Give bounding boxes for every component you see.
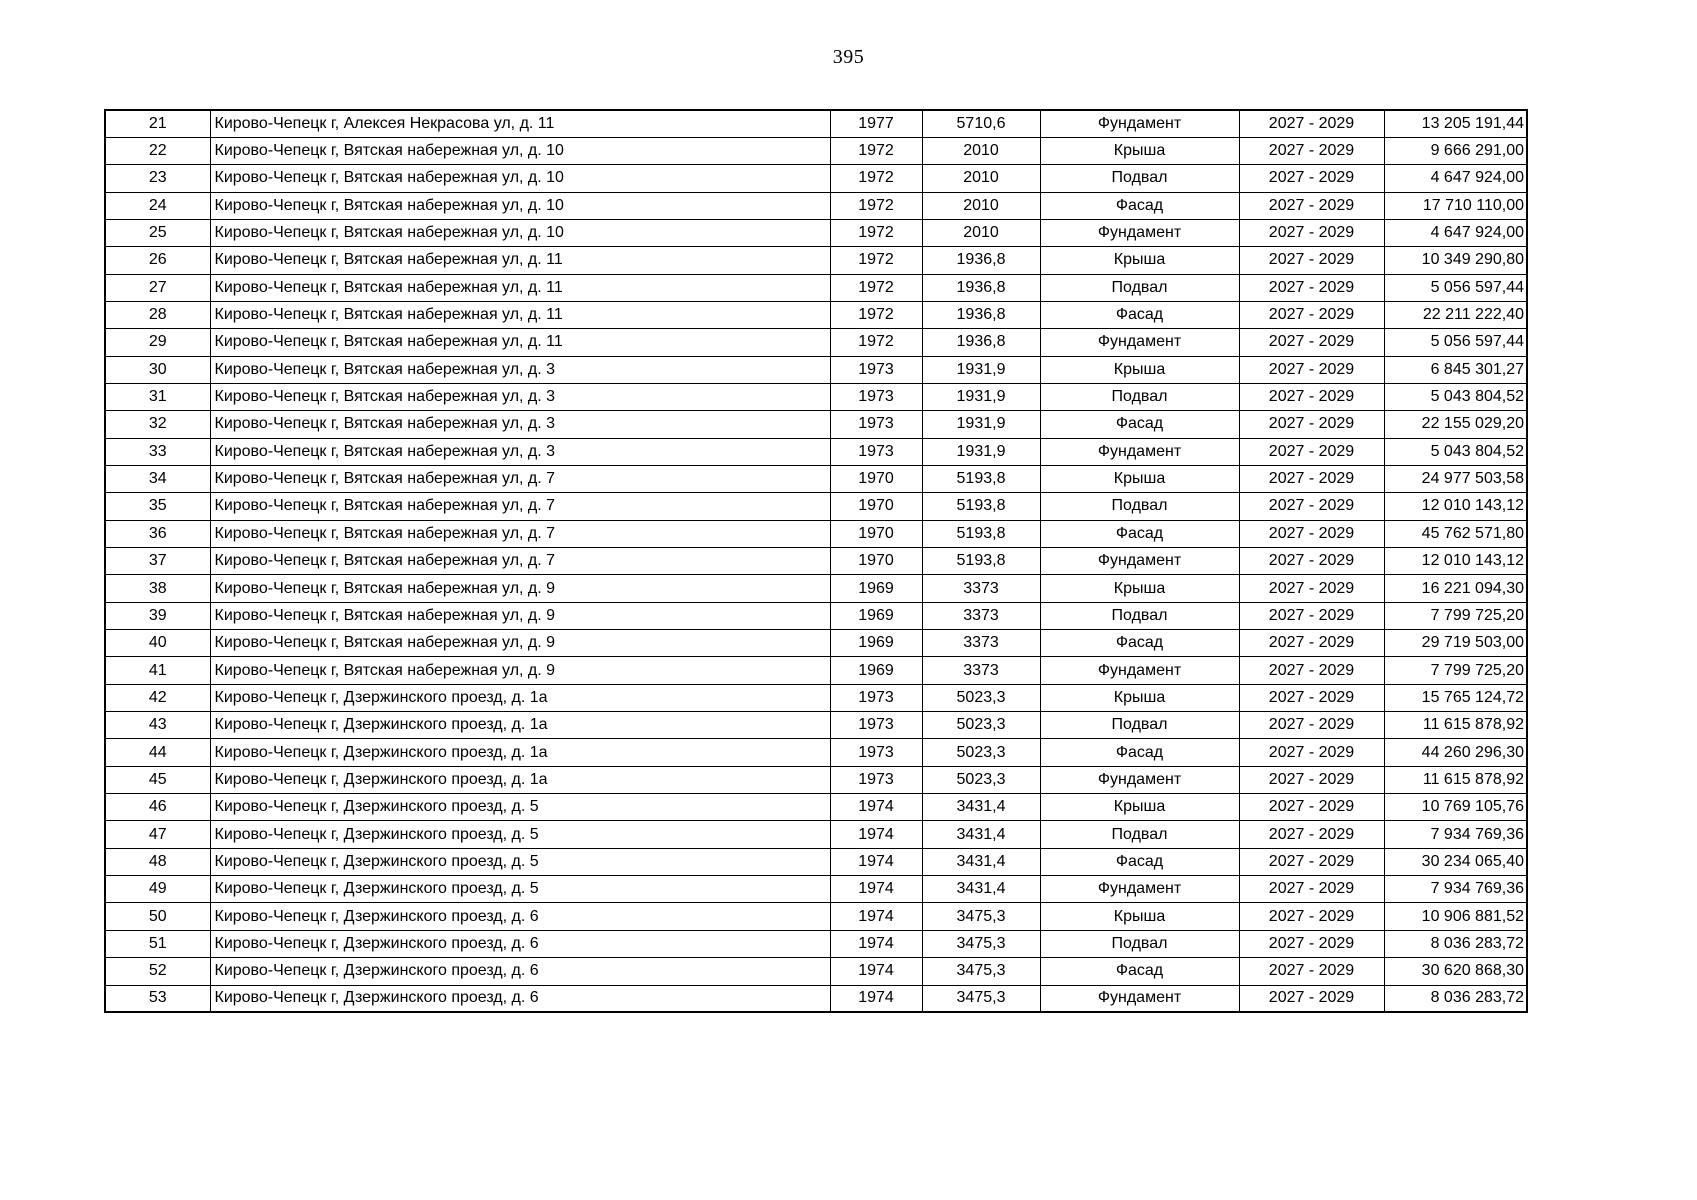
year-built-cell: 1972 (830, 274, 922, 301)
cost-cell: 13 205 191,44 (1384, 110, 1527, 137)
area-cell: 3475,3 (922, 930, 1040, 957)
works-table (104, 109, 1528, 1013)
address-cell: Кирово-Чепецк г, Дзержинского проезд, д. 5 (210, 821, 830, 848)
cost-cell: 8 036 283,72 (1384, 985, 1527, 1012)
table-row (105, 794, 1527, 821)
period-cell: 2027 - 2029 (1239, 985, 1384, 1012)
work-type-cell: Фундамент (1040, 219, 1239, 246)
row-number-cell: 28 (105, 301, 210, 328)
area-cell: 1931,9 (922, 411, 1040, 438)
row-number-cell: 22 (105, 137, 210, 164)
year-built-cell: 1973 (830, 383, 922, 410)
area-cell: 2010 (922, 192, 1040, 219)
work-type-cell: Крыша (1040, 684, 1239, 711)
cost-cell: 9 666 291,00 (1384, 137, 1527, 164)
year-built-cell: 1972 (830, 165, 922, 192)
period-cell: 2027 - 2029 (1239, 165, 1384, 192)
table-row (105, 411, 1527, 438)
row-number-cell: 35 (105, 493, 210, 520)
row-number-cell: 29 (105, 329, 210, 356)
year-built-cell: 1972 (830, 301, 922, 328)
area-cell: 3431,4 (922, 821, 1040, 848)
work-type-cell: Фундамент (1040, 876, 1239, 903)
year-built-cell: 1973 (830, 684, 922, 711)
area-cell: 1936,8 (922, 301, 1040, 328)
table-row (105, 110, 1527, 137)
period-cell: 2027 - 2029 (1239, 903, 1384, 930)
table-row (105, 219, 1527, 246)
area-cell: 5193,8 (922, 465, 1040, 492)
cost-cell: 4 647 924,00 (1384, 165, 1527, 192)
area-cell: 1936,8 (922, 329, 1040, 356)
period-cell: 2027 - 2029 (1239, 821, 1384, 848)
table-row (105, 684, 1527, 711)
cost-cell: 7 799 725,20 (1384, 602, 1527, 629)
table-row (105, 192, 1527, 219)
table-row (105, 520, 1527, 547)
work-type-cell: Подвал (1040, 712, 1239, 739)
table-row (105, 329, 1527, 356)
cost-cell: 11 615 878,92 (1384, 766, 1527, 793)
table-row (105, 903, 1527, 930)
work-type-cell: Фасад (1040, 958, 1239, 985)
area-cell: 5023,3 (922, 712, 1040, 739)
work-type-cell: Крыша (1040, 794, 1239, 821)
address-cell: Кирово-Чепецк г, Вятская набережная ул, д. 10 (210, 192, 830, 219)
year-built-cell: 1974 (830, 903, 922, 930)
year-built-cell: 1970 (830, 520, 922, 547)
area-cell: 3373 (922, 630, 1040, 657)
cost-cell: 12 010 143,12 (1384, 493, 1527, 520)
table-row (105, 930, 1527, 957)
address-cell: Кирово-Чепецк г, Вятская набережная ул, д. 11 (210, 301, 830, 328)
address-cell: Кирово-Чепецк г, Вятская набережная ул, д. 7 (210, 548, 830, 575)
area-cell: 5710,6 (922, 110, 1040, 137)
cost-cell: 22 211 222,40 (1384, 301, 1527, 328)
row-number-cell: 21 (105, 110, 210, 137)
work-type-cell: Фасад (1040, 192, 1239, 219)
table-row (105, 848, 1527, 875)
period-cell: 2027 - 2029 (1239, 438, 1384, 465)
work-type-cell: Подвал (1040, 821, 1239, 848)
row-number-cell: 25 (105, 219, 210, 246)
row-number-cell: 40 (105, 630, 210, 657)
cost-cell: 11 615 878,92 (1384, 712, 1527, 739)
period-cell: 2027 - 2029 (1239, 739, 1384, 766)
table-row (105, 493, 1527, 520)
cost-cell: 15 765 124,72 (1384, 684, 1527, 711)
address-cell: Кирово-Чепецк г, Вятская набережная ул, д. 9 (210, 575, 830, 602)
cost-cell: 7 934 769,36 (1384, 876, 1527, 903)
period-cell: 2027 - 2029 (1239, 192, 1384, 219)
work-type-cell: Фундамент (1040, 110, 1239, 137)
area-cell: 1931,9 (922, 356, 1040, 383)
year-built-cell: 1969 (830, 630, 922, 657)
area-cell: 3373 (922, 575, 1040, 602)
area-cell: 3475,3 (922, 985, 1040, 1012)
period-cell: 2027 - 2029 (1239, 411, 1384, 438)
row-number-cell: 27 (105, 274, 210, 301)
address-cell: Кирово-Чепецк г, Вятская набережная ул, д. 9 (210, 630, 830, 657)
work-type-cell: Фасад (1040, 301, 1239, 328)
table-row (105, 383, 1527, 410)
period-cell: 2027 - 2029 (1239, 520, 1384, 547)
period-cell: 2027 - 2029 (1239, 383, 1384, 410)
year-built-cell: 1973 (830, 766, 922, 793)
work-type-cell: Подвал (1040, 602, 1239, 629)
cost-cell: 22 155 029,20 (1384, 411, 1527, 438)
year-built-cell: 1974 (830, 794, 922, 821)
table-row (105, 165, 1527, 192)
address-cell: Кирово-Чепецк г, Вятская набережная ул, д. 9 (210, 602, 830, 629)
table-row (105, 438, 1527, 465)
address-cell: Кирово-Чепецк г, Вятская набережная ул, д. 7 (210, 520, 830, 547)
address-cell: Кирово-Чепецк г, Вятская набережная ул, д. 10 (210, 137, 830, 164)
area-cell: 5193,8 (922, 520, 1040, 547)
year-built-cell: 1969 (830, 657, 922, 684)
address-cell: Кирово-Чепецк г, Вятская набережная ул, д. 10 (210, 219, 830, 246)
year-built-cell: 1970 (830, 493, 922, 520)
row-number-cell: 42 (105, 684, 210, 711)
work-type-cell: Фасад (1040, 848, 1239, 875)
year-built-cell: 1973 (830, 739, 922, 766)
address-cell: Кирово-Чепецк г, Вятская набережная ул, д. 3 (210, 383, 830, 410)
table-row (105, 356, 1527, 383)
period-cell: 2027 - 2029 (1239, 219, 1384, 246)
cost-cell: 44 260 296,30 (1384, 739, 1527, 766)
row-number-cell: 51 (105, 930, 210, 957)
work-type-cell: Фасад (1040, 520, 1239, 547)
address-cell: Кирово-Чепецк г, Дзержинского проезд, д. 6 (210, 930, 830, 957)
work-type-cell: Подвал (1040, 493, 1239, 520)
address-cell: Кирово-Чепецк г, Вятская набережная ул, д. 7 (210, 493, 830, 520)
table-row (105, 301, 1527, 328)
table-row (105, 630, 1527, 657)
area-cell: 5023,3 (922, 766, 1040, 793)
row-number-cell: 31 (105, 383, 210, 410)
work-type-cell: Крыша (1040, 903, 1239, 930)
table-row (105, 821, 1527, 848)
row-number-cell: 33 (105, 438, 210, 465)
cost-cell: 5 056 597,44 (1384, 329, 1527, 356)
year-built-cell: 1973 (830, 712, 922, 739)
row-number-cell: 38 (105, 575, 210, 602)
row-number-cell: 34 (105, 465, 210, 492)
year-built-cell: 1972 (830, 192, 922, 219)
table-row (105, 137, 1527, 164)
area-cell: 3475,3 (922, 958, 1040, 985)
cost-cell: 7 799 725,20 (1384, 657, 1527, 684)
table-row (105, 712, 1527, 739)
address-cell: Кирово-Чепецк г, Дзержинского проезд, д. 6 (210, 958, 830, 985)
year-built-cell: 1974 (830, 958, 922, 985)
work-type-cell: Фундамент (1040, 329, 1239, 356)
period-cell: 2027 - 2029 (1239, 657, 1384, 684)
row-number-cell: 36 (105, 520, 210, 547)
period-cell: 2027 - 2029 (1239, 930, 1384, 957)
row-number-cell: 43 (105, 712, 210, 739)
address-cell: Кирово-Чепецк г, Вятская набережная ул, д. 3 (210, 438, 830, 465)
year-built-cell: 1977 (830, 110, 922, 137)
period-cell: 2027 - 2029 (1239, 848, 1384, 875)
area-cell: 2010 (922, 137, 1040, 164)
work-type-cell: Подвал (1040, 165, 1239, 192)
cost-cell: 29 719 503,00 (1384, 630, 1527, 657)
cost-cell: 7 934 769,36 (1384, 821, 1527, 848)
period-cell: 2027 - 2029 (1239, 876, 1384, 903)
row-number-cell: 47 (105, 821, 210, 848)
year-built-cell: 1974 (830, 930, 922, 957)
cost-cell: 30 620 868,30 (1384, 958, 1527, 985)
cost-cell: 17 710 110,00 (1384, 192, 1527, 219)
table-row (105, 274, 1527, 301)
address-cell: Кирово-Чепецк г, Вятская набережная ул, д. 11 (210, 247, 830, 274)
area-cell: 5023,3 (922, 739, 1040, 766)
work-type-cell: Подвал (1040, 274, 1239, 301)
table-row (105, 602, 1527, 629)
row-number-cell: 23 (105, 165, 210, 192)
period-cell: 2027 - 2029 (1239, 794, 1384, 821)
row-number-cell: 24 (105, 192, 210, 219)
period-cell: 2027 - 2029 (1239, 684, 1384, 711)
work-type-cell: Фасад (1040, 739, 1239, 766)
year-built-cell: 1974 (830, 821, 922, 848)
period-cell: 2027 - 2029 (1239, 575, 1384, 602)
row-number-cell: 52 (105, 958, 210, 985)
table-row (105, 958, 1527, 985)
row-number-cell: 39 (105, 602, 210, 629)
period-cell: 2027 - 2029 (1239, 493, 1384, 520)
cost-cell: 16 221 094,30 (1384, 575, 1527, 602)
table-row (105, 766, 1527, 793)
period-cell: 2027 - 2029 (1239, 602, 1384, 629)
area-cell: 1931,9 (922, 383, 1040, 410)
year-built-cell: 1969 (830, 575, 922, 602)
address-cell: Кирово-Чепецк г, Дзержинского проезд, д. 5 (210, 876, 830, 903)
year-built-cell: 1970 (830, 548, 922, 575)
area-cell: 3431,4 (922, 794, 1040, 821)
cost-cell: 30 234 065,40 (1384, 848, 1527, 875)
year-built-cell: 1974 (830, 848, 922, 875)
year-built-cell: 1972 (830, 219, 922, 246)
row-number-cell: 45 (105, 766, 210, 793)
address-cell: Кирово-Чепецк г, Дзержинского проезд, д. 6 (210, 903, 830, 930)
period-cell: 2027 - 2029 (1239, 329, 1384, 356)
period-cell: 2027 - 2029 (1239, 712, 1384, 739)
year-built-cell: 1974 (830, 985, 922, 1012)
work-type-cell: Крыша (1040, 356, 1239, 383)
cost-cell: 10 769 105,76 (1384, 794, 1527, 821)
period-cell: 2027 - 2029 (1239, 958, 1384, 985)
area-cell: 5023,3 (922, 684, 1040, 711)
cost-cell: 5 043 804,52 (1384, 383, 1527, 410)
year-built-cell: 1973 (830, 411, 922, 438)
year-built-cell: 1973 (830, 356, 922, 383)
work-type-cell: Фундамент (1040, 548, 1239, 575)
area-cell: 2010 (922, 219, 1040, 246)
address-cell: Кирово-Чепецк г, Вятская набережная ул, д. 11 (210, 329, 830, 356)
address-cell: Кирово-Чепецк г, Дзержинского проезд, д. 5 (210, 794, 830, 821)
area-cell: 5193,8 (922, 493, 1040, 520)
row-number-cell: 50 (105, 903, 210, 930)
table-row (105, 548, 1527, 575)
year-built-cell: 1972 (830, 329, 922, 356)
area-cell: 2010 (922, 165, 1040, 192)
cost-cell: 4 647 924,00 (1384, 219, 1527, 246)
table-row (105, 739, 1527, 766)
work-type-cell: Фасад (1040, 411, 1239, 438)
table-row (105, 985, 1527, 1012)
table-row (105, 465, 1527, 492)
work-type-cell: Крыша (1040, 137, 1239, 164)
period-cell: 2027 - 2029 (1239, 465, 1384, 492)
area-cell: 3373 (922, 602, 1040, 629)
row-number-cell: 44 (105, 739, 210, 766)
address-cell: Кирово-Чепецк г, Вятская набережная ул, д. 10 (210, 165, 830, 192)
area-cell: 1931,9 (922, 438, 1040, 465)
period-cell: 2027 - 2029 (1239, 548, 1384, 575)
address-cell: Кирово-Чепецк г, Вятская набережная ул, д. 11 (210, 274, 830, 301)
area-cell: 1936,8 (922, 274, 1040, 301)
work-type-cell: Подвал (1040, 930, 1239, 957)
table-row (105, 247, 1527, 274)
address-cell: Кирово-Чепецк г, Дзержинского проезд, д. 1а (210, 684, 830, 711)
period-cell: 2027 - 2029 (1239, 356, 1384, 383)
work-type-cell: Подвал (1040, 383, 1239, 410)
work-type-cell: Фасад (1040, 630, 1239, 657)
work-type-cell: Крыша (1040, 465, 1239, 492)
cost-cell: 8 036 283,72 (1384, 930, 1527, 957)
year-built-cell: 1969 (830, 602, 922, 629)
address-cell: Кирово-Чепецк г, Дзержинского проезд, д. 6 (210, 985, 830, 1012)
row-number-cell: 46 (105, 794, 210, 821)
year-built-cell: 1973 (830, 438, 922, 465)
year-built-cell: 1972 (830, 137, 922, 164)
address-cell: Кирово-Чепецк г, Алексея Некрасова ул, д. 11 (210, 110, 830, 137)
row-number-cell: 37 (105, 548, 210, 575)
table-row (105, 876, 1527, 903)
cost-cell: 12 010 143,12 (1384, 548, 1527, 575)
year-built-cell: 1972 (830, 247, 922, 274)
area-cell: 3431,4 (922, 876, 1040, 903)
period-cell: 2027 - 2029 (1239, 301, 1384, 328)
row-number-cell: 41 (105, 657, 210, 684)
address-cell: Кирово-Чепецк г, Вятская набережная ул, д. 9 (210, 657, 830, 684)
area-cell: 1936,8 (922, 247, 1040, 274)
work-type-cell: Крыша (1040, 575, 1239, 602)
table-row (105, 575, 1527, 602)
cost-cell: 5 056 597,44 (1384, 274, 1527, 301)
cost-cell: 6 845 301,27 (1384, 356, 1527, 383)
address-cell: Кирово-Чепецк г, Вятская набережная ул, д. 3 (210, 411, 830, 438)
work-type-cell: Крыша (1040, 247, 1239, 274)
cost-cell: 5 043 804,52 (1384, 438, 1527, 465)
row-number-cell: 49 (105, 876, 210, 903)
work-type-cell: Фундамент (1040, 657, 1239, 684)
area-cell: 5193,8 (922, 548, 1040, 575)
cost-cell: 10 349 290,80 (1384, 247, 1527, 274)
row-number-cell: 30 (105, 356, 210, 383)
work-type-cell: Фундамент (1040, 766, 1239, 793)
page-number: 395 (832, 46, 865, 68)
area-cell: 3475,3 (922, 903, 1040, 930)
work-type-cell: Фундамент (1040, 985, 1239, 1012)
cost-cell: 10 906 881,52 (1384, 903, 1527, 930)
period-cell: 2027 - 2029 (1239, 137, 1384, 164)
row-number-cell: 26 (105, 247, 210, 274)
period-cell: 2027 - 2029 (1239, 110, 1384, 137)
area-cell: 3431,4 (922, 848, 1040, 875)
row-number-cell: 48 (105, 848, 210, 875)
period-cell: 2027 - 2029 (1239, 274, 1384, 301)
address-cell: Кирово-Чепецк г, Дзержинского проезд, д. 1а (210, 739, 830, 766)
period-cell: 2027 - 2029 (1239, 766, 1384, 793)
address-cell: Кирово-Чепецк г, Дзержинского проезд, д. 1а (210, 712, 830, 739)
address-cell: Кирово-Чепецк г, Вятская набережная ул, д. 3 (210, 356, 830, 383)
cost-cell: 45 762 571,80 (1384, 520, 1527, 547)
table-body (105, 110, 1527, 1012)
year-built-cell: 1974 (830, 876, 922, 903)
table-row (105, 657, 1527, 684)
address-cell: Кирово-Чепецк г, Дзержинского проезд, д. 1а (210, 766, 830, 793)
area-cell: 3373 (922, 657, 1040, 684)
work-type-cell: Фундамент (1040, 438, 1239, 465)
period-cell: 2027 - 2029 (1239, 247, 1384, 274)
address-cell: Кирово-Чепецк г, Вятская набережная ул, д. 7 (210, 465, 830, 492)
year-built-cell: 1970 (830, 465, 922, 492)
cost-cell: 24 977 503,58 (1384, 465, 1527, 492)
address-cell: Кирово-Чепецк г, Дзержинского проезд, д. 5 (210, 848, 830, 875)
period-cell: 2027 - 2029 (1239, 630, 1384, 657)
row-number-cell: 53 (105, 985, 210, 1012)
row-number-cell: 32 (105, 411, 210, 438)
